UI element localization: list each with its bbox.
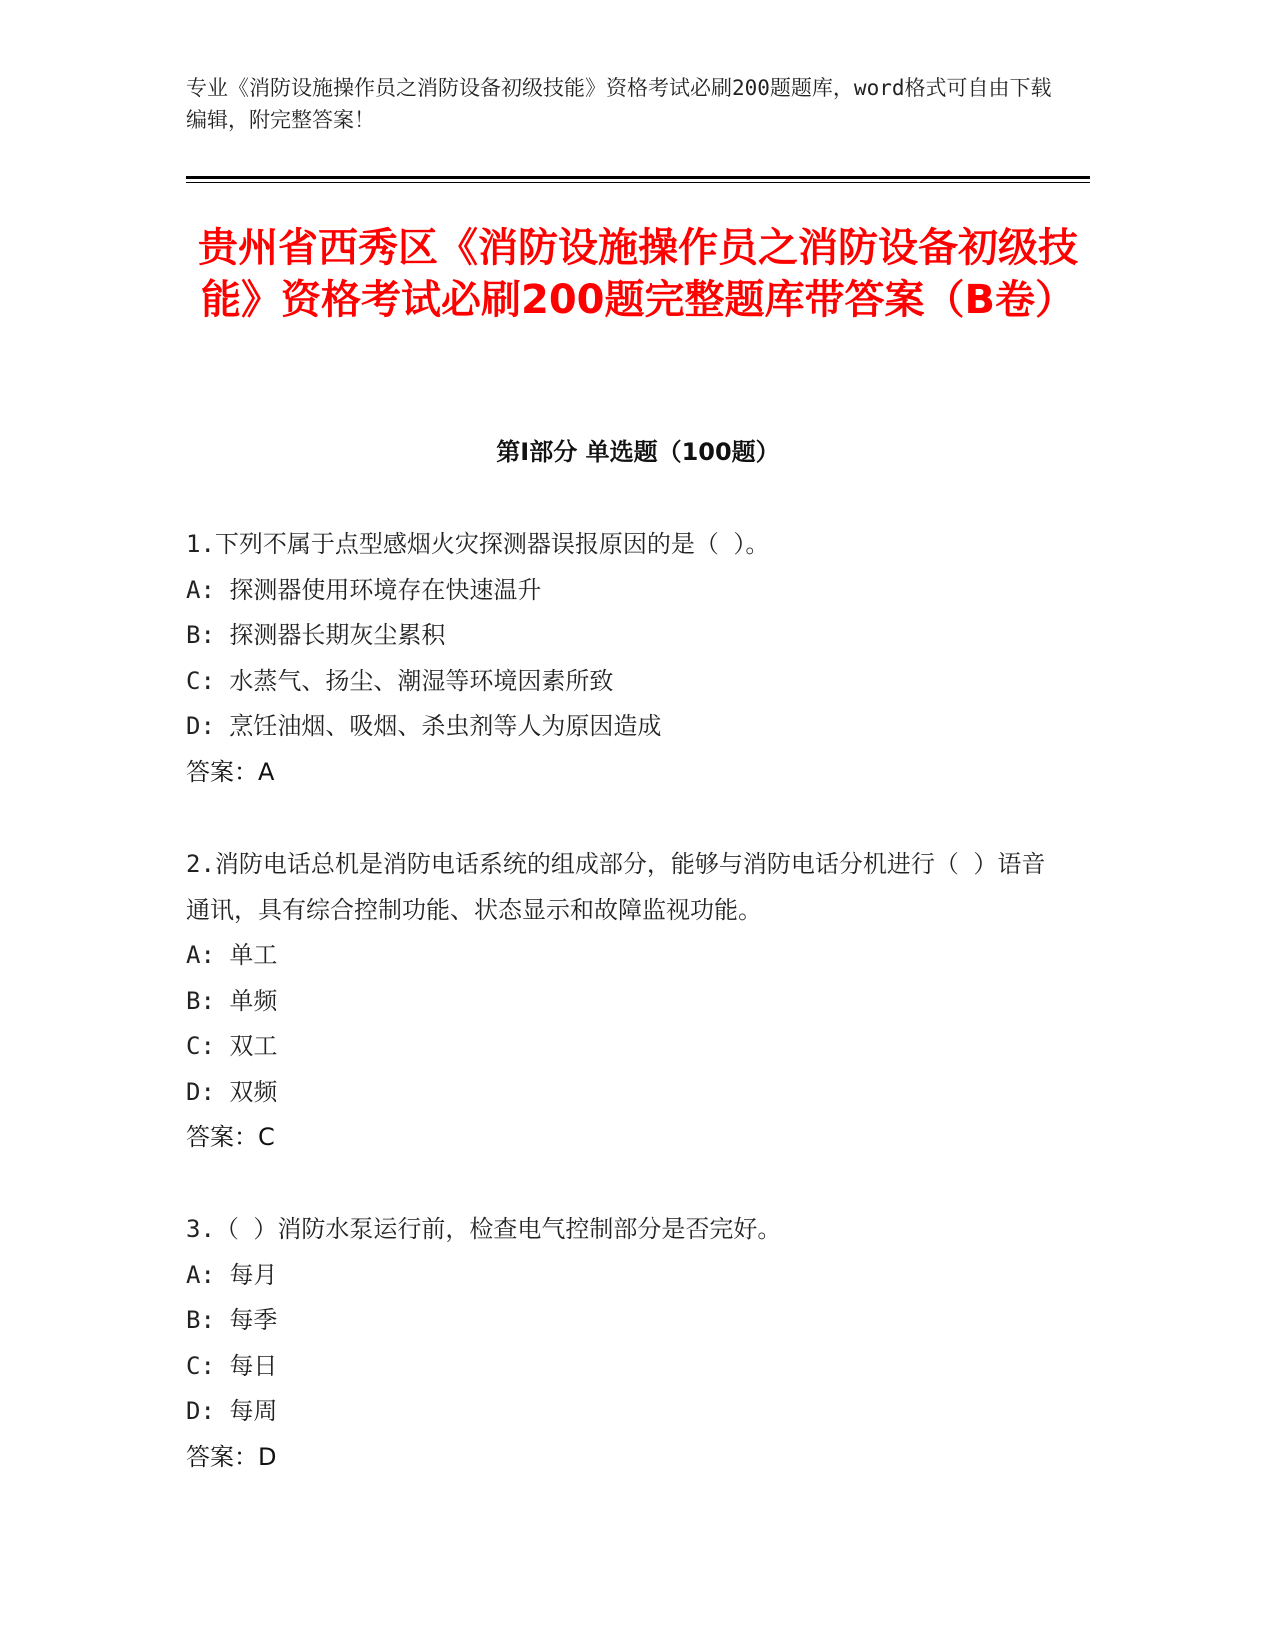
option-b: B: 单频 bbox=[186, 986, 278, 1015]
option-d: D: 双频 bbox=[186, 1077, 278, 1106]
question-stem: 2.消防电话总机是消防电话系统的组成部分，能够与消防电话分机进行（ ）语音通讯，具有综合控制功能、状态显示和故障监视功能。 bbox=[186, 850, 1046, 924]
question-stem: 1.下列不属于点型感烟火灾探测器误报原因的是（ ）。 bbox=[186, 530, 770, 558]
answer-line: 答案：C bbox=[186, 1123, 275, 1151]
option-c: C: 水蒸气、扬尘、潮湿等环境因素所致 bbox=[186, 666, 614, 695]
option-d: D: 烹饪油烟、吸烟、杀虫剂等人为原因造成 bbox=[186, 712, 662, 740]
document-title: 贵州省西秀区《消防设施操作员之消防设备初级技能》资格考试必刷200题完整题库带答案（B卷） bbox=[198, 225, 1078, 323]
option-d: D: 每周 bbox=[186, 1397, 278, 1425]
header-divider-thick bbox=[186, 176, 1090, 179]
question-block bbox=[186, 842, 1066, 1161]
option-c: C: 双工 bbox=[186, 1032, 278, 1060]
answer-line: 答案：D bbox=[186, 1442, 277, 1471]
question-block bbox=[186, 522, 1066, 795]
option-a: A: 探测器使用环境存在快速温升 bbox=[186, 575, 542, 604]
question-block bbox=[186, 1207, 1066, 1480]
option-a: A: 单工 bbox=[186, 941, 278, 969]
option-c: C: 每日 bbox=[186, 1351, 278, 1380]
section-heading: 第I部分 单选题（100题） bbox=[496, 438, 780, 466]
option-b: B: 每季 bbox=[186, 1306, 278, 1334]
question-stem: 3.（ ）消防水泵运行前，检查电气控制部分是否完好。 bbox=[186, 1215, 782, 1243]
answer-line: 答案：A bbox=[186, 757, 275, 786]
header-note: 专业《消防设施操作员之消防设备初级技能》资格考试必刷200题题库，word格式可自由下载编辑，附完整答案！ bbox=[186, 76, 1052, 132]
option-b: B: 探测器长期灰尘累积 bbox=[186, 621, 446, 649]
option-a: A: 每月 bbox=[186, 1260, 278, 1289]
header-divider-thin bbox=[186, 182, 1090, 183]
